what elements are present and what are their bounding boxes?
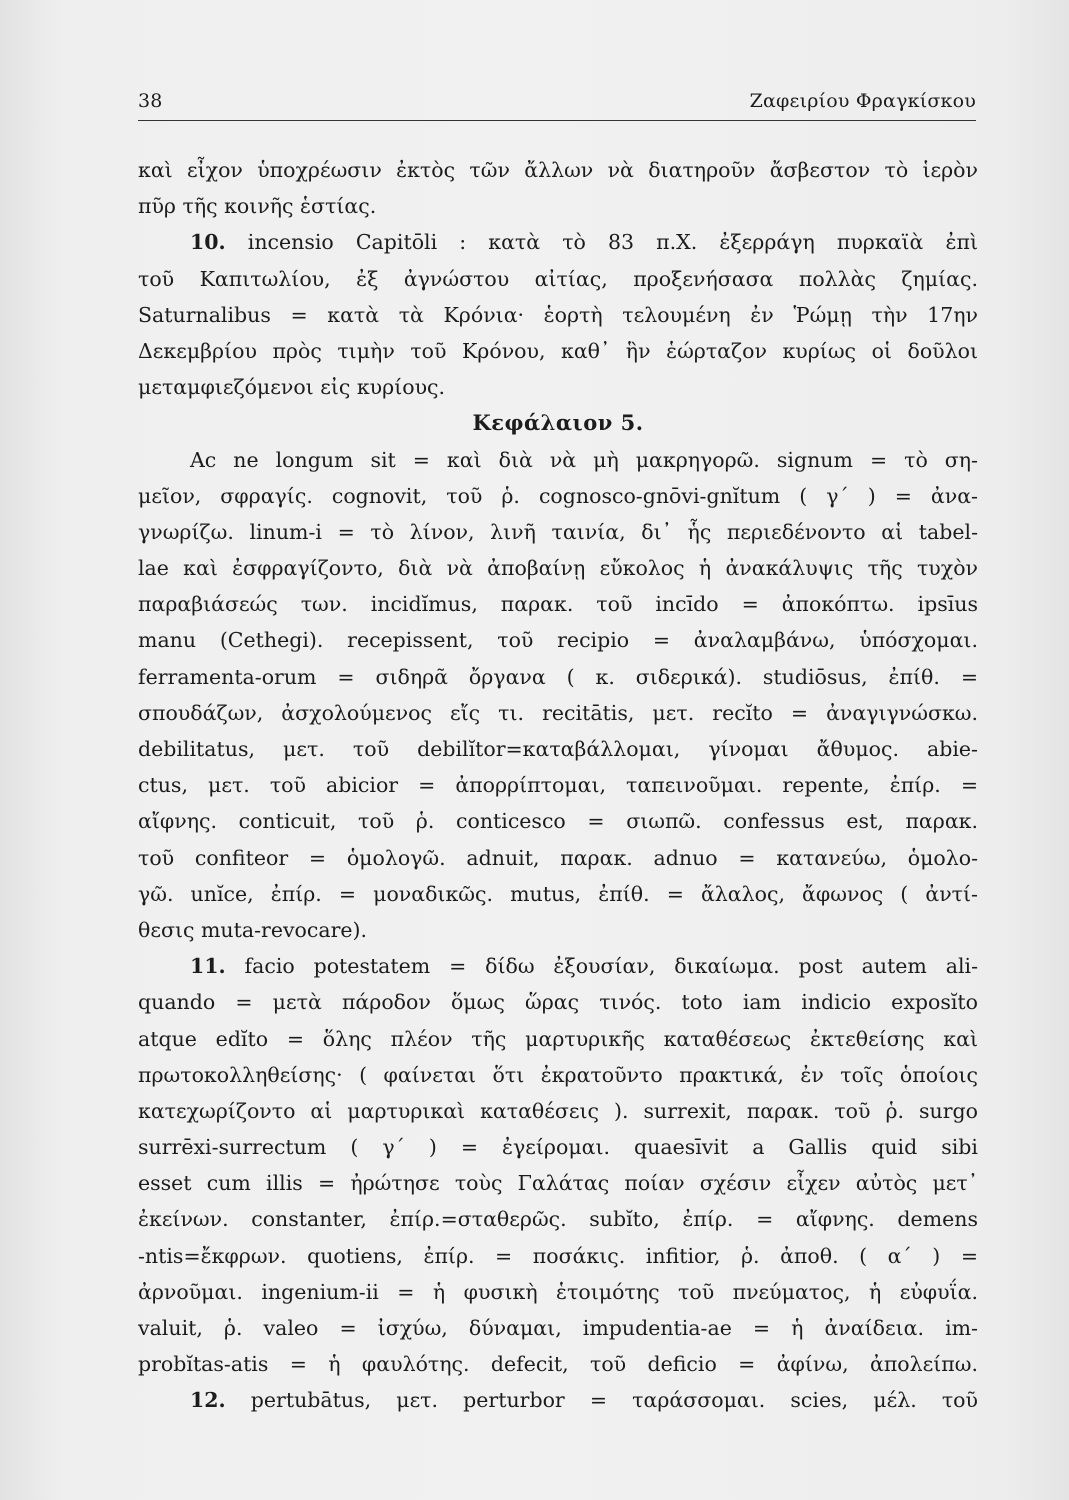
text-line: Δεκεμβρίου πρὸς τιμὴν τοῦ Κρόνου, καθ᾽ ἣν ἑώρταζον κυρίως οἱ δοῦλοι	[138, 338, 978, 363]
page-number: 38	[138, 90, 163, 112]
text-line: γνωρίζω. linum-i = τὸ λίνον, λινῆ ταινία, δι᾽ ἧς περιεδένοντο αἱ tabel-	[138, 519, 978, 544]
text-line: σπουδάζων, ἀσχολούμενος εἴς τι. recitātis, μετ. recĭto = ἀναγιγνώσκω.	[138, 700, 978, 725]
text-line: παραβιάσεώς των. incidĭmus, παρακ. τοῦ incīdo = ἀποκόπτω. ipsīus	[138, 592, 978, 617]
text-line: ἐκείνων. constanter, ἐπίρ.=σταθερῶς. subĭto, ἐπίρ. = αἴφνης. demens	[138, 1207, 978, 1232]
text-line: atque edĭto = ὅλης πλέον τῆς μαρτυρικῆς καταθέσεως ἐκτεθείσης καὶ	[138, 1026, 978, 1051]
text-line: μεταμφιεζόμενοι εἰς κυρίους.	[138, 375, 446, 400]
text-line: κατεχωρίζοντο αἱ μαρτυρικαὶ καταθέσεις ). surrexit, παρακ. τοῦ ῥ. surgo	[138, 1098, 978, 1123]
numbered-note: 12. pertubātus, μετ. perturbor = ταράσσομαι. scies, μέλ. τοῦ	[190, 1388, 978, 1413]
note-number: 10.	[190, 230, 226, 255]
text-line: ἀρνοῦμαι. ingenium-ii = ἡ φυσικὴ ἑτοιμότης τοῦ πνεύματος, ἡ εὐφυΐα.	[138, 1279, 978, 1304]
text-line: Ac ne longum sit = καὶ διὰ νὰ μὴ μακρηγορῶ. signum = τὸ ση-	[190, 447, 978, 472]
text-line: μεῖον, σφραγίς. cognovit, τοῦ ῥ. cognosco-gnōvi-gnĭtum ( γ΄ ) = ἀνα-	[138, 483, 978, 508]
text-line: τοῦ confiteor = ὁμολογῶ. adnuit, παρακ. adnuo = κατανεύω, ὁμολο-	[138, 845, 978, 870]
text-line: θεσις muta-revocare).	[138, 917, 368, 942]
text-line: debilitatus, μετ. τοῦ debilĭtor=καταβάλλομαι, γίνομαι ἄθυμος. abie-	[138, 737, 978, 761]
page-header	[138, 86, 976, 116]
text-line: esset cum illis = ἠρώτησε τοὺς Γαλάτας ποίαν σχέσιν εἶχεν αὐτὸς μετ᾽	[138, 1171, 978, 1196]
header-rule	[138, 120, 976, 121]
note-number: 12.	[190, 1388, 226, 1413]
chapter-heading: Κεφάλαιον 5.	[472, 410, 644, 436]
text-line: πρωτοκολληθείσης· ( φαίνεται ὅτι ἐκρατοῦντο πρακτικά, ἐν τοῖς ὁποίοις	[138, 1062, 978, 1087]
text-line: quando = μετὰ πάροδον ὅμως ὥρας τινός. toto iam indicio exposĭto	[138, 990, 978, 1015]
text-line: surrēxi-surrectum ( γ΄ ) = ἐγείρομαι. quaesīvit a Gallis quid sibi	[138, 1135, 978, 1160]
text-line: ctus, μετ. τοῦ abicior = ἀπορρίπτομαι, ταπεινοῦμαι. repente, ἐπίρ. =	[138, 773, 978, 798]
running-head: Ζαφειρίου Φραγκίσκου	[749, 90, 976, 112]
text-line: valuit, ῥ. valeo = ἰσχύω, δύναμαι, impudentia-ae = ἡ ἀναίδεια. im-	[138, 1316, 978, 1340]
text-line: τοῦ Καπιτωλίου, ἐξ ἀγνώστου αἰτίας, προξενήσασα πολλὰς ζημίας.	[138, 266, 978, 291]
body-text	[138, 152, 978, 1419]
note-number: 11.	[190, 954, 226, 979]
text-line: αἴφνης. conticuit, τοῦ ῥ. conticesco = σιωπῶ. confessus est, παρακ.	[138, 809, 978, 834]
text-line: manu (Cethegi). recepissent, τοῦ recipio = ἀναλαμβάνω, ὑπόσχομαι.	[138, 628, 978, 653]
text-line: πῦρ τῆς κοινῆς ἑστίας.	[138, 194, 377, 219]
text-line: -ntis=ἔκφρων. quotiens, ἐπίρ. = ποσάκις. infitior, ῥ. ἀποθ. ( α΄ ) =	[138, 1243, 978, 1268]
text-line: ferramenta-orum = σιδηρᾶ ὄργανα ( κ. σιδερικά). studiōsus, ἐπίθ. =	[138, 664, 978, 689]
text-line: Saturnalibus = κατὰ τὰ Κρόνια· ἑορτὴ τελουμένη ἐν Ῥώμῃ τὴν 17ην	[138, 302, 978, 327]
text-line: γῶ. unĭce, ἐπίρ. = μοναδικῶς. mutus, ἐπίθ. = ἄλαλος, ἄφωνος ( ἀντί-	[138, 881, 978, 906]
text-line: καὶ εἶχον ὑποχρέωσιν ἐκτὸς τῶν ἄλλων νὰ διατηροῦν ἄσβεστον τὸ ἱερὸν	[138, 158, 978, 182]
numbered-note: 10. incensio Capitōli : κατὰ τὸ 83 π.Χ. ἐξερράγη πυρκαϊὰ ἐπὶ	[190, 230, 978, 255]
numbered-note: 11. facio potestatem = δίδω ἐξουσίαν, δικαίωμα. post autem ali-	[190, 954, 978, 979]
text-line: lae καὶ ἐσφραγίζοντο, διὰ νὰ ἀποβαίνῃ εὔκολος ἡ ἀνακάλυψις τῆς τυχὸν	[138, 556, 978, 581]
text-line: probĭtas-atis = ἡ φαυλότης. defecit, τοῦ deficio = ἀφίνω, ἀπολείπω.	[138, 1352, 978, 1377]
